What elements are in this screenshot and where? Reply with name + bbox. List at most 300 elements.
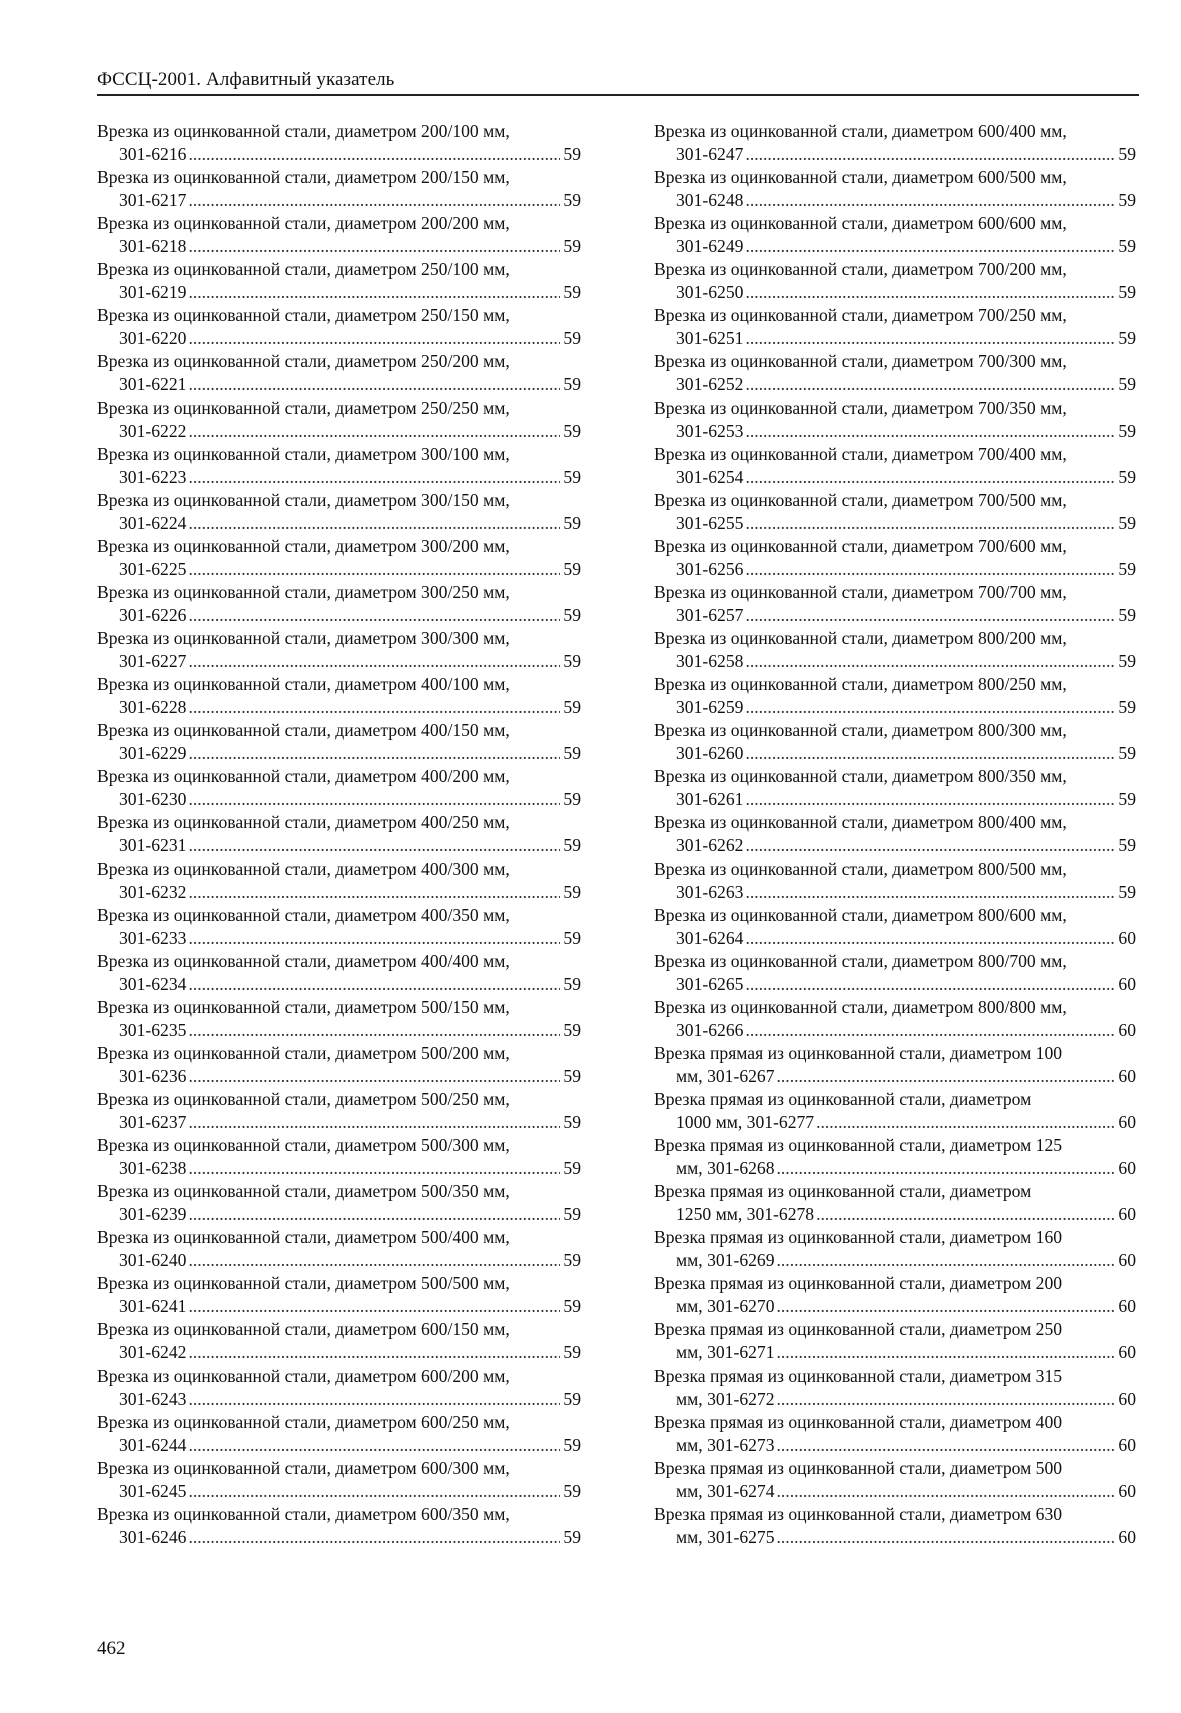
dot-leader — [188, 512, 560, 535]
entry-code: 301-6221 — [119, 374, 187, 395]
entry-reference — [654, 696, 1136, 719]
entry-reference — [97, 973, 581, 996]
entry-title: Врезка из оцинкованной стали, диаметром 400/150 мм, — [97, 720, 510, 741]
entry-code: 301-6226 — [119, 604, 187, 625]
entry-code: 301-6222 — [119, 420, 187, 441]
dot-leader — [188, 327, 560, 350]
header-title: ФССЦ-2001. Алфавитный указатель — [97, 69, 395, 90]
entry-page-number: 60 — [1118, 1526, 1136, 1547]
entry-page-number: 60 — [1118, 973, 1136, 994]
index-entry — [654, 1042, 1136, 1088]
entry-reference — [654, 742, 1136, 765]
entry-title: Врезка из оцинкованной стали, диаметром 700/350 мм, — [654, 397, 1067, 418]
entry-page-number: 59 — [563, 881, 581, 902]
dot-leader — [745, 281, 1115, 304]
entry-code: 301-6262 — [676, 835, 744, 856]
entry-page-number: 60 — [1118, 1250, 1136, 1271]
dot-leader — [777, 1388, 1116, 1411]
index-entry — [654, 904, 1136, 950]
dot-leader — [188, 1295, 560, 1318]
entry-code: 301-6233 — [119, 927, 187, 948]
index-entry — [97, 1088, 581, 1134]
entry-page-number: 59 — [563, 558, 581, 579]
entry-title: Врезка из оцинкованной стали, диаметром 500/400 мм, — [97, 1227, 510, 1248]
index-entry — [97, 350, 581, 396]
entry-reference — [654, 1480, 1136, 1503]
entry-page-number: 59 — [563, 651, 581, 672]
entry-page-number: 59 — [1118, 743, 1136, 764]
entry-title: Врезка из оцинкованной стали, диаметром 200/200 мм, — [97, 213, 510, 234]
dot-leader — [745, 235, 1115, 258]
index-entry — [654, 166, 1136, 212]
entry-title: Врезка из оцинкованной стали, диаметром 300/100 мм, — [97, 443, 510, 464]
entry-code: 301-6261 — [676, 789, 744, 810]
entry-reference — [654, 420, 1136, 443]
entry-page-number: 60 — [1118, 1296, 1136, 1317]
entry-page-number: 59 — [1118, 328, 1136, 349]
entry-code: мм, 301-6267 — [676, 1065, 775, 1086]
entry-title: Врезка из оцинкованной стали, диаметром 600/600 мм, — [654, 213, 1067, 234]
entry-reference — [654, 189, 1136, 212]
entry-code: мм, 301-6274 — [676, 1480, 775, 1501]
entry-title: Врезка из оцинкованной стали, диаметром 700/400 мм, — [654, 443, 1067, 464]
index-entry — [654, 1226, 1136, 1272]
dot-leader — [188, 881, 560, 904]
dot-leader — [745, 927, 1115, 950]
entry-title: Врезка из оцинкованной стали, диаметром 200/150 мм, — [97, 167, 510, 188]
entry-reference — [654, 143, 1136, 166]
page-number: 462 — [97, 1638, 126, 1659]
entry-reference — [97, 1480, 581, 1503]
entry-page-number: 59 — [563, 1296, 581, 1317]
entry-title: Врезка из оцинкованной стали, диаметром 800/600 мм, — [654, 904, 1067, 925]
entry-page-number: 59 — [563, 1480, 581, 1501]
entry-reference — [654, 881, 1136, 904]
index-entry — [654, 581, 1136, 627]
dot-leader — [745, 650, 1115, 673]
dot-leader — [188, 788, 560, 811]
dot-leader — [777, 1341, 1116, 1364]
entry-code: 301-6237 — [119, 1111, 187, 1132]
entry-code: 301-6219 — [119, 282, 187, 303]
entry-title: Врезка из оцинкованной стали, диаметром 800/400 мм, — [654, 812, 1067, 833]
index-entry — [654, 673, 1136, 719]
dot-leader — [745, 327, 1115, 350]
index-entry — [97, 120, 581, 166]
entry-title: Врезка из оцинкованной стали, диаметром 400/350 мм, — [97, 904, 510, 925]
index-entry — [654, 212, 1136, 258]
dot-leader — [745, 834, 1115, 857]
dot-leader — [188, 189, 560, 212]
index-entry — [97, 904, 581, 950]
entry-code: 301-6238 — [119, 1158, 187, 1179]
entry-page-number: 59 — [563, 1526, 581, 1547]
index-entry — [654, 719, 1136, 765]
dot-leader — [745, 420, 1115, 443]
dot-leader — [188, 373, 560, 396]
entry-page-number: 59 — [1118, 604, 1136, 625]
page-header — [97, 64, 1139, 96]
dot-leader — [188, 1249, 560, 1272]
entry-title: Врезка из оцинкованной стали, диаметром 400/100 мм, — [97, 674, 510, 695]
entry-page-number: 59 — [1118, 512, 1136, 533]
entry-reference — [97, 834, 581, 857]
index-entry — [97, 397, 581, 443]
entry-code: мм, 301-6273 — [676, 1434, 775, 1455]
entry-page-number: 60 — [1118, 927, 1136, 948]
entry-code: 301-6240 — [119, 1250, 187, 1271]
entry-title: Врезка прямая из оцинкованной стали, диаметром 100 — [654, 1042, 1063, 1063]
dot-leader — [188, 834, 560, 857]
entry-reference — [97, 650, 581, 673]
entry-reference — [97, 696, 581, 719]
entry-page-number: 59 — [563, 973, 581, 994]
dot-leader — [745, 373, 1115, 396]
entry-reference — [97, 1065, 581, 1088]
entry-reference — [654, 466, 1136, 489]
entry-page-number: 59 — [1118, 651, 1136, 672]
entry-reference — [654, 1388, 1136, 1411]
entry-code: 301-6244 — [119, 1434, 187, 1455]
entry-page-number: 59 — [1118, 374, 1136, 395]
entry-code: 301-6230 — [119, 789, 187, 810]
index-entry — [97, 858, 581, 904]
dot-leader — [188, 466, 560, 489]
entry-page-number: 60 — [1118, 1204, 1136, 1225]
entry-page-number: 60 — [1118, 1342, 1136, 1363]
entry-title: Врезка из оцинкованной стали, диаметром 250/100 мм, — [97, 259, 510, 280]
entry-title: Врезка из оцинкованной стали, диаметром 600/500 мм, — [654, 167, 1067, 188]
dot-leader — [745, 604, 1115, 627]
entry-code: 301-6224 — [119, 512, 187, 533]
entry-page-number: 60 — [1118, 1480, 1136, 1501]
index-entry — [654, 535, 1136, 581]
entry-reference — [97, 1249, 581, 1272]
dot-leader — [188, 1526, 560, 1549]
entry-reference — [97, 1434, 581, 1457]
dot-leader — [188, 1019, 560, 1042]
entry-code: 301-6234 — [119, 973, 187, 994]
index-entry — [97, 719, 581, 765]
dot-leader — [188, 927, 560, 950]
entry-code: мм, 301-6271 — [676, 1342, 775, 1363]
dot-leader — [745, 1019, 1115, 1042]
entry-page-number: 60 — [1118, 1434, 1136, 1455]
index-entry — [654, 811, 1136, 857]
index-entry — [97, 1134, 581, 1180]
entry-title: Врезка из оцинкованной стали, диаметром 500/300 мм, — [97, 1135, 510, 1156]
entry-reference — [654, 1157, 1136, 1180]
entry-reference — [654, 927, 1136, 950]
entry-code: 301-6245 — [119, 1480, 187, 1501]
dot-leader — [188, 742, 560, 765]
dot-leader — [745, 881, 1115, 904]
index-entry — [654, 1457, 1136, 1503]
entry-page-number: 59 — [563, 1204, 581, 1225]
index-entry — [97, 1411, 581, 1457]
entry-page-number: 59 — [563, 927, 581, 948]
entry-reference — [654, 327, 1136, 350]
entry-page-number: 59 — [563, 835, 581, 856]
dot-leader — [188, 420, 560, 443]
entry-reference — [97, 1111, 581, 1134]
entry-code: 301-6256 — [676, 558, 744, 579]
dot-leader — [745, 558, 1115, 581]
entry-page-number: 59 — [563, 236, 581, 257]
index-entry — [97, 535, 581, 581]
index-entry — [97, 166, 581, 212]
dot-leader — [188, 1111, 560, 1134]
index-entry — [654, 1272, 1136, 1318]
entry-title: Врезка из оцинкованной стали, диаметром 800/800 мм, — [654, 996, 1067, 1017]
dot-leader — [745, 466, 1115, 489]
entry-code: 301-6253 — [676, 420, 744, 441]
dot-leader — [188, 696, 560, 719]
index-entry — [97, 1365, 581, 1411]
dot-leader — [188, 235, 560, 258]
entry-title: Врезка из оцинкованной стали, диаметром 300/150 мм, — [97, 489, 510, 510]
entry-reference — [97, 189, 581, 212]
entry-page-number: 59 — [563, 697, 581, 718]
entry-reference — [97, 1341, 581, 1364]
entry-reference — [97, 927, 581, 950]
entry-page-number: 59 — [1118, 697, 1136, 718]
dot-leader — [816, 1111, 1115, 1134]
entry-page-number: 59 — [1118, 144, 1136, 164]
entry-code: мм, 301-6272 — [676, 1388, 775, 1409]
entry-code: 301-6232 — [119, 881, 187, 902]
entry-title: Врезка из оцинкованной стали, диаметром 700/700 мм, — [654, 581, 1067, 602]
entry-page-number: 59 — [1118, 835, 1136, 856]
entry-code: 301-6216 — [119, 144, 187, 164]
index-entry — [654, 1365, 1136, 1411]
entry-page-number: 60 — [1118, 1111, 1136, 1132]
entry-code: 1000 мм, 301-6277 — [676, 1111, 815, 1132]
entry-reference — [97, 604, 581, 627]
entry-reference — [97, 1295, 581, 1318]
dot-leader — [777, 1157, 1116, 1180]
entry-code: 301-6239 — [119, 1204, 187, 1225]
entry-code: 301-6251 — [676, 328, 744, 349]
index-entry — [97, 1226, 581, 1272]
index-entry — [97, 258, 581, 304]
index-entry — [654, 627, 1136, 673]
dot-leader — [188, 650, 560, 673]
entry-code: мм, 301-6270 — [676, 1296, 775, 1317]
entry-page-number: 59 — [563, 743, 581, 764]
entry-reference — [654, 1111, 1136, 1134]
dot-leader — [777, 1526, 1116, 1549]
entry-page-number: 59 — [563, 466, 581, 487]
index-entry — [654, 350, 1136, 396]
entry-reference — [97, 558, 581, 581]
entry-reference — [654, 650, 1136, 673]
dot-leader — [777, 1065, 1116, 1088]
entry-title: Врезка из оцинкованной стали, диаметром 600/200 мм, — [97, 1365, 510, 1386]
dot-leader — [188, 1203, 560, 1226]
entry-code: 301-6254 — [676, 466, 744, 487]
entry-page-number: 59 — [1118, 190, 1136, 211]
entry-title: Врезка из оцинкованной стали, диаметром 600/350 мм, — [97, 1503, 510, 1524]
dot-leader — [745, 143, 1115, 166]
entry-page-number: 59 — [563, 1065, 581, 1086]
index-entry — [97, 950, 581, 996]
entry-code: 301-6257 — [676, 604, 744, 625]
entry-reference — [97, 235, 581, 258]
entry-title: Врезка из оцинкованной стали, диаметром 500/150 мм, — [97, 996, 510, 1017]
dot-leader — [816, 1203, 1115, 1226]
entry-title: Врезка из оцинкованной стали, диаметром 400/300 мм, — [97, 858, 510, 879]
index-entry — [654, 397, 1136, 443]
entry-page-number: 59 — [563, 789, 581, 810]
entry-title: Врезка из оцинкованной стали, диаметром 400/400 мм, — [97, 950, 510, 971]
entry-code: мм, 301-6269 — [676, 1250, 775, 1271]
entry-code: 301-6250 — [676, 282, 744, 303]
dot-leader — [188, 1157, 560, 1180]
index-entry — [97, 811, 581, 857]
entry-code: 301-6263 — [676, 881, 744, 902]
entry-title: Врезка из оцинкованной стали, диаметром 300/250 мм, — [97, 581, 510, 602]
entry-code: 301-6235 — [119, 1019, 187, 1040]
index-entry — [654, 1503, 1136, 1549]
dot-leader — [745, 189, 1115, 212]
entry-code: 301-6227 — [119, 651, 187, 672]
entry-code: 301-6223 — [119, 466, 187, 487]
index-entry — [97, 1272, 581, 1318]
entry-reference — [654, 1019, 1136, 1042]
entry-title: Врезка из оцинкованной стали, диаметром 250/250 мм, — [97, 397, 510, 418]
entry-reference — [97, 1203, 581, 1226]
index-entry — [97, 996, 581, 1042]
dot-leader — [188, 558, 560, 581]
index-entry — [654, 858, 1136, 904]
entry-reference — [97, 881, 581, 904]
entry-page-number: 60 — [1118, 1158, 1136, 1179]
entry-page-number: 59 — [563, 1111, 581, 1132]
dot-leader — [188, 1065, 560, 1088]
dot-leader — [777, 1295, 1116, 1318]
entry-title: Врезка из оцинкованной стали, диаметром 700/250 мм, — [654, 305, 1067, 326]
index-entry — [654, 489, 1136, 535]
dot-leader — [745, 696, 1115, 719]
entry-reference — [654, 512, 1136, 535]
entry-page-number: 59 — [1118, 881, 1136, 902]
entry-reference — [654, 1434, 1136, 1457]
dot-leader — [188, 1480, 560, 1503]
entry-page-number: 59 — [563, 1158, 581, 1179]
index-entry — [97, 489, 581, 535]
entry-title: Врезка прямая из оцинкованной стали, диаметром — [654, 1088, 1032, 1109]
entry-code: 301-6218 — [119, 236, 187, 257]
entry-title: Врезка из оцинкованной стали, диаметром 600/150 мм, — [97, 1319, 510, 1340]
index-entry — [654, 443, 1136, 489]
entry-title: Врезка из оцинкованной стали, диаметром 250/150 мм, — [97, 305, 510, 326]
entry-reference — [654, 1249, 1136, 1272]
entry-code: 301-6243 — [119, 1388, 187, 1409]
entry-reference — [654, 235, 1136, 258]
entry-title: Врезка прямая из оцинкованной стали, диаметром 400 — [654, 1411, 1063, 1432]
entry-reference — [654, 788, 1136, 811]
entry-reference — [97, 788, 581, 811]
index-entry — [654, 950, 1136, 996]
entry-title: Врезка из оцинкованной стали, диаметром 800/300 мм, — [654, 720, 1067, 741]
entry-reference — [654, 1203, 1136, 1226]
index-entry — [654, 996, 1136, 1042]
entry-reference — [654, 604, 1136, 627]
entry-code: 301-6246 — [119, 1526, 187, 1547]
entry-reference — [654, 1526, 1136, 1549]
entry-code: 301-6247 — [676, 144, 744, 164]
entry-title: Врезка прямая из оцинкованной стали, диаметром 500 — [654, 1457, 1063, 1478]
dot-leader — [188, 973, 560, 996]
entry-reference — [97, 512, 581, 535]
entry-code: 301-6264 — [676, 927, 744, 948]
entry-code: 301-6220 — [119, 328, 187, 349]
dot-leader — [777, 1249, 1116, 1272]
entry-title: Врезка из оцинкованной стали, диаметром 700/500 мм, — [654, 489, 1067, 510]
index-entry — [654, 1088, 1136, 1134]
entry-reference — [97, 420, 581, 443]
index-column-right — [654, 120, 1136, 1549]
entry-page-number: 59 — [1118, 282, 1136, 303]
entry-reference — [654, 1065, 1136, 1088]
entry-code: 301-6266 — [676, 1019, 744, 1040]
entry-code: 1250 мм, 301-6278 — [676, 1204, 815, 1225]
index-entry — [654, 1318, 1136, 1364]
entry-title: Врезка из оцинкованной стали, диаметром 600/400 мм, — [654, 121, 1067, 141]
entry-reference — [654, 1341, 1136, 1364]
dot-leader — [745, 512, 1115, 535]
dot-leader — [188, 604, 560, 627]
entry-page-number: 59 — [1118, 420, 1136, 441]
index-entry — [654, 1411, 1136, 1457]
dot-leader — [188, 1341, 560, 1364]
entry-page-number: 59 — [1118, 466, 1136, 487]
index-entry — [97, 1180, 581, 1226]
entry-page-number: 59 — [563, 282, 581, 303]
dot-leader — [188, 1434, 560, 1457]
entry-title: Врезка из оцинкованной стали, диаметром 800/200 мм, — [654, 628, 1067, 649]
entry-title: Врезка из оцинкованной стали, диаметром 300/300 мм, — [97, 628, 510, 649]
entry-code: 301-6242 — [119, 1342, 187, 1363]
entry-title: Врезка прямая из оцинкованной стали, диаметром 125 — [654, 1135, 1063, 1156]
entry-title: Врезка прямая из оцинкованной стали, диаметром 250 — [654, 1319, 1063, 1340]
dot-leader — [745, 788, 1115, 811]
dot-leader — [188, 143, 560, 166]
index-entry — [654, 258, 1136, 304]
entry-title: Врезка из оцинкованной стали, диаметром 500/200 мм, — [97, 1042, 510, 1063]
dot-leader — [188, 1388, 560, 1411]
entry-code: 301-6249 — [676, 236, 744, 257]
entry-code: 301-6260 — [676, 743, 744, 764]
entry-reference — [654, 281, 1136, 304]
entry-reference — [97, 143, 581, 166]
entry-page-number: 59 — [1118, 236, 1136, 257]
dot-leader — [777, 1480, 1116, 1503]
index-entry — [97, 627, 581, 673]
entry-page-number: 59 — [563, 1250, 581, 1271]
index-entry — [654, 1134, 1136, 1180]
entry-reference — [97, 1019, 581, 1042]
entry-page-number: 59 — [563, 144, 581, 164]
entry-reference — [97, 742, 581, 765]
index-entry — [97, 673, 581, 719]
entry-title: Врезка из оцинкованной стали, диаметром 400/250 мм, — [97, 812, 510, 833]
entry-reference — [654, 373, 1136, 396]
entry-reference — [97, 373, 581, 396]
entry-title: Врезка из оцинкованной стали, диаметром 600/250 мм, — [97, 1411, 510, 1432]
index-entry — [97, 304, 581, 350]
